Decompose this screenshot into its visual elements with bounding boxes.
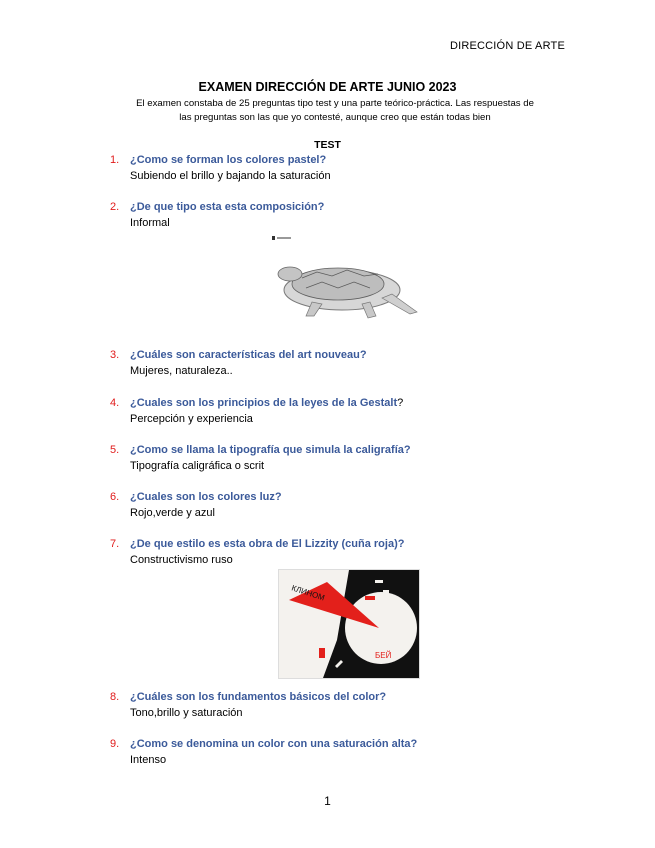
intro-line-2: las preguntas son las que yo contesté, aunque creo que están todas bien [179, 112, 491, 123]
answer-text: Mujeres, naturaleza.. [130, 365, 233, 377]
question-item [110, 397, 580, 428]
poster-text-bottom: БЕЙ [375, 651, 392, 660]
question-item [110, 538, 580, 569]
question-text: ¿De que estilo es esta obra de El Lizzity (cuña roja)? [130, 538, 405, 550]
answer-text: Intenso [130, 754, 167, 766]
image-logo-mark [272, 236, 275, 240]
question-text: ¿Como se llama la tipografía que simula la caligrafía? [130, 444, 411, 456]
question-number: 7. [110, 538, 120, 550]
test-heading: TEST [314, 139, 341, 151]
header-section-title: DIRECCIÓN DE ARTE [449, 40, 565, 52]
page-number: 1 [324, 794, 331, 808]
question-number: 1. [110, 154, 120, 166]
question-number: 4. [110, 397, 120, 409]
question-text: ¿Cuales son los principios de la leyes de la Gestalt? [130, 397, 404, 409]
intro-line-1: El examen constaba de 25 preguntas tipo test y una parte teórico-práctica. Las respuestas de [136, 98, 534, 109]
answer-text: Tono,brillo y saturación [130, 707, 243, 719]
question-text: ¿Cuáles son los fundamentos básicos del color? [130, 691, 387, 703]
poster-text-top: КЛИНОМ [290, 583, 326, 603]
question-item [110, 201, 580, 232]
question-number: 2. [110, 201, 120, 213]
question-item [110, 154, 580, 185]
answer-text: Subiendo el brillo y bajando la saturación [130, 170, 331, 182]
answer-text: Informal [130, 217, 170, 229]
question-item [110, 491, 580, 522]
question-number: 6. [110, 491, 120, 503]
question-number: 8. [110, 691, 120, 703]
answer-text: Constructivismo ruso [130, 554, 233, 566]
answer-text: Percepción y experiencia [130, 413, 253, 425]
question-number: 5. [110, 444, 120, 456]
question-item [110, 444, 580, 475]
intro-paragraph [100, 97, 570, 125]
turtle-illustration-image [272, 232, 422, 326]
question-number: 3. [110, 349, 120, 361]
document-title: EXAMEN DIRECCIÓN DE ARTE JUNIO 2023 [198, 80, 457, 94]
red-wedge-poster-image [278, 569, 420, 679]
answer-text: Rojo,verde y azul [130, 507, 215, 519]
question-text: ¿Como se denomina un color con una saturación alta? [130, 738, 418, 750]
question-text: ¿De que tipo esta esta composición? [130, 201, 325, 213]
answer-text: Tipografía caligráfica o scrit [130, 460, 265, 472]
question-item [110, 349, 580, 380]
question-item [110, 738, 580, 769]
question-text: ¿Cuales son los colores luz? [130, 491, 282, 503]
question-number: 9. [110, 738, 120, 750]
question-item [110, 691, 580, 722]
question-text: ¿Como se forman los colores pastel? [130, 154, 327, 166]
question-text: ¿Cuáles son características del art nouveau? [130, 349, 367, 361]
